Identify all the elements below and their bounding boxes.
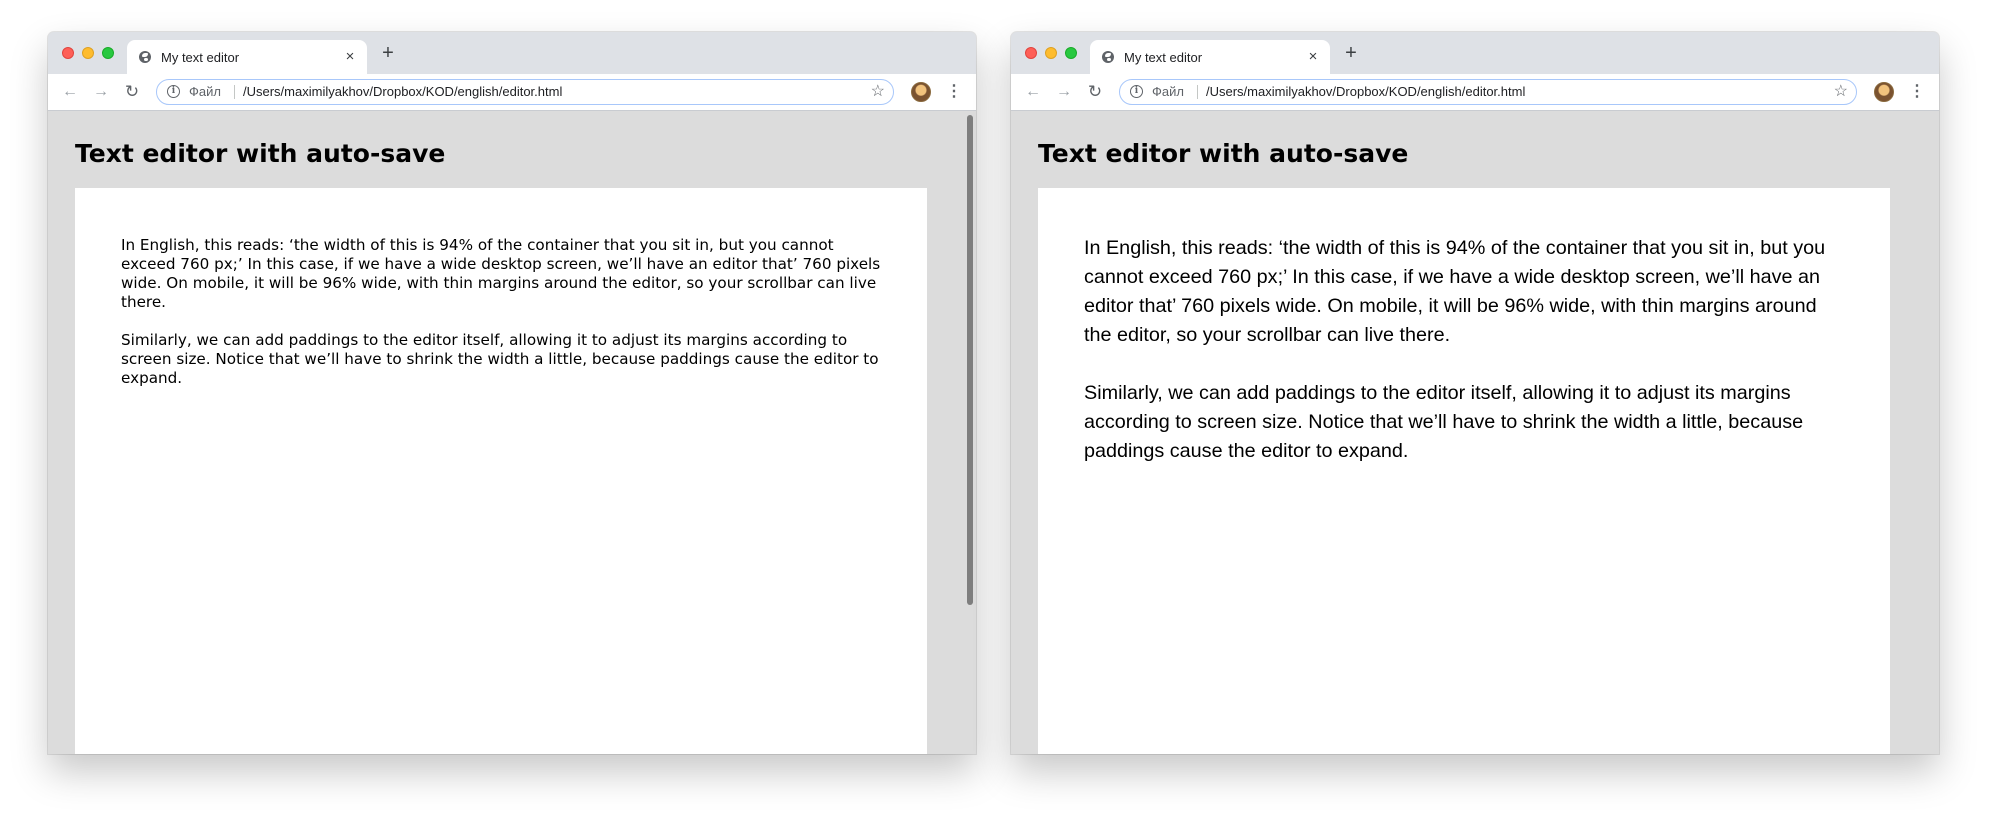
close-window-button[interactable]: [1025, 47, 1037, 59]
editor-paragraph: Similarly, we can add paddings to the editor itself, allowing it to adjust its margins according to screen size. Notice that we’ll have to shrink the width a little, because paddings cause the editor to expand.: [121, 331, 879, 387]
address-bar[interactable]: [156, 79, 894, 105]
scrollbar[interactable]: [965, 111, 976, 754]
arrow-left-icon[interactable]: ←: [62, 83, 78, 100]
address-divider: [234, 85, 235, 99]
tab-my-text-editor[interactable]: [127, 40, 367, 74]
address-divider: [1197, 85, 1198, 99]
avatar-icon[interactable]: [911, 82, 931, 102]
address-bar[interactable]: [1119, 79, 1857, 105]
star-icon[interactable]: ☆: [870, 83, 885, 100]
kebab-menu-icon[interactable]: ⋮: [946, 83, 962, 100]
url-text[interactable]: /Users/maximilyakhov/Dropbox/KOD/english/editor.html: [243, 84, 563, 99]
text-editor[interactable]: [75, 188, 927, 754]
title-bar: [48, 32, 976, 74]
tab-title: My text editor: [161, 50, 240, 65]
browser-window-left: [48, 32, 976, 754]
browser-toolbar: [48, 74, 976, 111]
scheme-label: Файл: [189, 84, 221, 99]
page-viewport: [48, 111, 976, 754]
arrow-right-icon[interactable]: →: [1056, 83, 1072, 100]
plus-icon[interactable]: +: [382, 42, 394, 64]
arrow-left-icon[interactable]: ←: [1025, 83, 1041, 100]
tab-title: My text editor: [1124, 50, 1203, 65]
globe-icon: [1102, 51, 1114, 63]
globe-icon: [139, 51, 151, 63]
info-icon[interactable]: i: [167, 85, 180, 98]
arrow-right-icon[interactable]: →: [93, 83, 109, 100]
minimize-window-button[interactable]: [82, 47, 94, 59]
plus-icon[interactable]: +: [1345, 42, 1357, 64]
browser-toolbar: [1011, 74, 1939, 111]
zoom-window-button[interactable]: [102, 47, 114, 59]
kebab-menu-icon[interactable]: ⋮: [1909, 83, 1925, 100]
tab-my-text-editor[interactable]: [1090, 40, 1330, 74]
page-title: Text editor with auto-save: [1038, 139, 1409, 168]
minimize-window-button[interactable]: [1045, 47, 1057, 59]
url-text[interactable]: /Users/maximilyakhov/Dropbox/KOD/english/editor.html: [1206, 84, 1526, 99]
reload-icon[interactable]: ↻: [1087, 82, 1103, 101]
editor-paragraph: In English, this reads: ‘the width of this is 94% of the container that you sit in, but you cannot exceed 760 px;’ In this case, if we have a wide desktop screen, we’ll have an editor that’ 760 pixels wide. On mobile, it will be 96% wide, with thin margins around the editor, so your scrollbar can live there.: [1084, 237, 1826, 346]
star-icon[interactable]: ☆: [1833, 83, 1848, 100]
info-icon[interactable]: i: [1130, 85, 1143, 98]
zoom-window-button[interactable]: [1065, 47, 1077, 59]
browser-window-right: [1011, 32, 1939, 754]
editor-paragraph: Similarly, we can add paddings to the editor itself, allowing it to adjust its margins according to screen size. Notice that we’ll have to shrink the width a little, because paddings cause the editor to expand.: [1084, 382, 1804, 462]
editor-paragraph: In English, this reads: ‘the width of this is 94% of the container that you sit in, but you cannot exceed 760 px;’ In this case, if we have a wide desktop screen, we’ll have an editor that’ 760 pixels wide. On mobile, it will be 96% wide, with thin margins around the editor, so your scrollbar can live there.: [121, 236, 881, 311]
close-icon[interactable]: ×: [1308, 48, 1318, 65]
close-icon[interactable]: ×: [345, 48, 355, 65]
close-window-button[interactable]: [62, 47, 74, 59]
page-viewport: [1011, 111, 1939, 754]
avatar-icon[interactable]: [1874, 82, 1894, 102]
title-bar: [1011, 32, 1939, 74]
scrollbar-thumb[interactable]: [967, 115, 973, 605]
page-title: Text editor with auto-save: [75, 139, 446, 168]
text-editor[interactable]: [1038, 188, 1890, 754]
reload-icon[interactable]: ↻: [124, 82, 140, 101]
scheme-label: Файл: [1152, 84, 1184, 99]
